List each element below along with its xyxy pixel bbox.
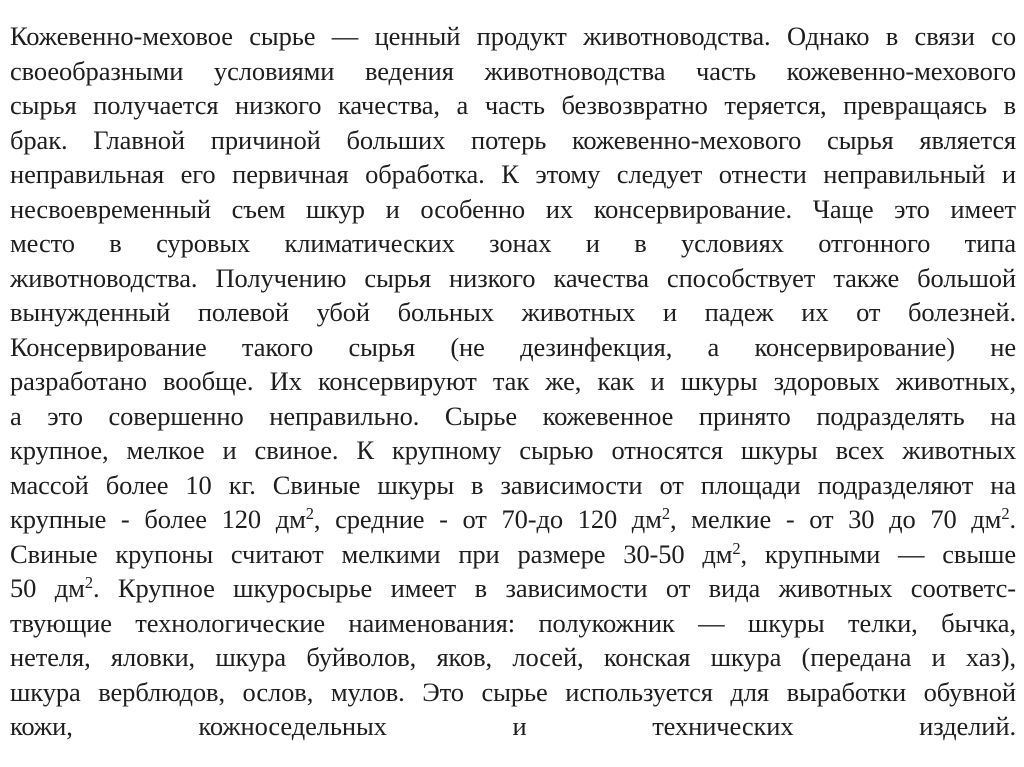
superscript: 2 (661, 503, 670, 523)
text-line: неправильная его первичная обработка. К этому следует отнести неправильный и (10, 159, 1016, 189)
superscript: 2 (732, 538, 741, 558)
text-line: твующие технологические наименования: полукожник — шкуры телки, бычка, (10, 607, 1016, 638)
text-line: сырья получается низкого качества, а часть безвозвратно теряется, превращаясь в (10, 90, 1016, 120)
text-line: массой более 10 кг. Свиные шкуры в зависимости от площади подразделяют на (10, 469, 1016, 500)
text-line: Свиные крупоны считают мелкими при размере 30-50 $дм^2$, крупными — свыше (10, 538, 1017, 569)
text-line: 50 $дм^2$. Крупное шкуросырье имеет в зависимости от вида животных соответс- (10, 572, 1016, 603)
text-line: вынужденный полевой убой больных животных и падеж их от болезней. (10, 297, 1016, 327)
text-line: а это совершенно неправильно. Сырье кожевенное принято подразделять на (10, 400, 1016, 431)
text-line: несвоевременный съем шкур и особенно их консервирование. Чаще это имеет (10, 193, 1016, 224)
superscript: 2 (84, 572, 93, 592)
text-line: своеобразными условиями ведения животноводства часть кожевенно-мехового (10, 55, 1016, 86)
text-line: Консервирование такого сырья (не дезинфекция, а консервирование) не (10, 331, 1016, 362)
text-line: крупное, мелкое и свиное. К крупному сырью относятся шкуры всех животных (10, 435, 1016, 465)
text-line: кожи, кожноседельных и технических изделий. (10, 711, 1016, 741)
superscript: 2 (1001, 503, 1010, 523)
text-line: животноводства. Получению сырья низкого качества способствует также большой (10, 262, 1016, 293)
text-line: Кожевенно-меховое сырье — ценный продукт животноводства. Однако в связи со (10, 21, 1016, 51)
text-line: место в суровых климатических зонах и в условиях отгонного типа (10, 228, 1016, 258)
document-page (10, 19, 1016, 744)
text-line: шкура верблюдов, ослов, мулов. Это сырье используется для выработки обувной (10, 676, 1016, 707)
text-line: нетеля, яловки, шкура буйволов, яков, лосей, конская шкура (передана и хаз), (10, 642, 1016, 672)
text-line: брак. Главной причиной больших потерь кожевенно-мехового сырья является (10, 124, 1016, 155)
text-line: разработано вообще. Их консервируют так же, как и шкуры здоровых животных, (10, 366, 1016, 396)
superscript: 2 (305, 503, 314, 523)
text-line: крупные - более 120 $дм^2$, средние - от 70-до 120 $дм^2$, мелкие - от 30 до 70 $дм^2$. (10, 503, 1017, 534)
